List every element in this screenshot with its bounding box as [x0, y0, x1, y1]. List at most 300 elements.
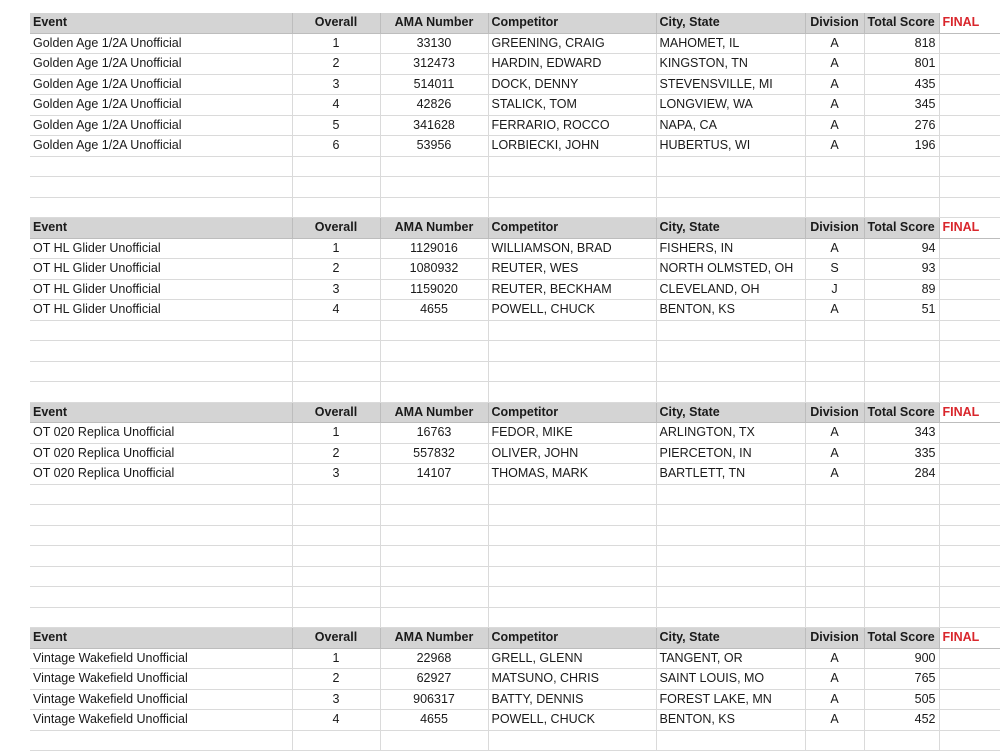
- cell-competitor[interactable]: STALICK, TOM: [488, 95, 656, 116]
- empty-cell[interactable]: [939, 279, 1000, 300]
- cell-city-state[interactable]: SAINT LOUIS, MO: [656, 669, 805, 690]
- header-cell-competitor[interactable]: Competitor: [488, 218, 656, 239]
- cell-total-score[interactable]: 452: [864, 710, 939, 731]
- empty-cell[interactable]: [656, 484, 805, 505]
- cell-ama-number[interactable]: 22968: [380, 648, 488, 669]
- cell-competitor[interactable]: FEDOR, MIKE: [488, 423, 656, 444]
- empty-cell[interactable]: [656, 382, 805, 403]
- cell-overall[interactable]: 4: [292, 710, 380, 731]
- cell-competitor[interactable]: WILLIAMSON, BRAD: [488, 238, 656, 259]
- empty-cell[interactable]: [864, 484, 939, 505]
- cell-total-score[interactable]: 51: [864, 300, 939, 321]
- cell-ama-number[interactable]: 1129016: [380, 238, 488, 259]
- empty-cell[interactable]: [656, 156, 805, 177]
- empty-cell[interactable]: [805, 484, 864, 505]
- header-cell-city-state[interactable]: City, State: [656, 13, 805, 33]
- empty-cell[interactable]: [939, 607, 1000, 628]
- cell-event[interactable]: OT HL Glider Unofficial: [30, 238, 292, 259]
- empty-cell[interactable]: [488, 156, 656, 177]
- empty-cell[interactable]: [939, 136, 1000, 157]
- cell-event[interactable]: Vintage Wakefield Unofficial: [30, 648, 292, 669]
- header-cell-city-state[interactable]: City, State: [656, 628, 805, 649]
- empty-cell[interactable]: [805, 320, 864, 341]
- cell-overall[interactable]: 4: [292, 300, 380, 321]
- cell-ama-number[interactable]: 14107: [380, 464, 488, 485]
- empty-cell[interactable]: [939, 423, 1000, 444]
- empty-cell[interactable]: [30, 546, 292, 567]
- cell-event[interactable]: OT 020 Replica Unofficial: [30, 423, 292, 444]
- cell-ama-number[interactable]: 4655: [380, 300, 488, 321]
- cell-division[interactable]: A: [805, 423, 864, 444]
- empty-cell[interactable]: [656, 197, 805, 218]
- empty-cell[interactable]: [939, 669, 1000, 690]
- empty-cell[interactable]: [488, 587, 656, 608]
- header-cell-city-state[interactable]: City, State: [656, 402, 805, 423]
- empty-cell[interactable]: [488, 566, 656, 587]
- blank-row: [30, 382, 1000, 403]
- empty-cell[interactable]: [380, 525, 488, 546]
- cell-event[interactable]: OT HL Glider Unofficial: [30, 259, 292, 280]
- header-cell-ama-number[interactable]: AMA Number: [380, 628, 488, 649]
- empty-cell[interactable]: [805, 156, 864, 177]
- empty-cell[interactable]: [380, 587, 488, 608]
- cell-competitor[interactable]: THOMAS, MARK: [488, 464, 656, 485]
- cell-division[interactable]: A: [805, 54, 864, 75]
- table-row: [30, 464, 1000, 485]
- empty-cell[interactable]: [805, 505, 864, 526]
- cell-event[interactable]: OT 020 Replica Unofficial: [30, 464, 292, 485]
- empty-cell[interactable]: [939, 197, 1000, 218]
- blank-row: [30, 566, 1000, 587]
- empty-cell[interactable]: [864, 382, 939, 403]
- empty-cell[interactable]: [939, 382, 1000, 403]
- header-cell-overall[interactable]: Overall: [292, 13, 380, 33]
- cell-total-score[interactable]: 276: [864, 115, 939, 136]
- header-cell-competitor[interactable]: Competitor: [488, 402, 656, 423]
- cell-ama-number[interactable]: 341628: [380, 115, 488, 136]
- empty-cell[interactable]: [864, 587, 939, 608]
- cell-city-state[interactable]: TANGENT, OR: [656, 648, 805, 669]
- empty-cell[interactable]: [30, 382, 292, 403]
- cell-total-score[interactable]: 900: [864, 648, 939, 669]
- empty-cell[interactable]: [292, 361, 380, 382]
- cell-competitor[interactable]: POWELL, CHUCK: [488, 710, 656, 731]
- cell-ama-number[interactable]: 4655: [380, 710, 488, 731]
- empty-cell[interactable]: [864, 361, 939, 382]
- cell-division[interactable]: A: [805, 115, 864, 136]
- cell-overall[interactable]: 1: [292, 648, 380, 669]
- cell-overall[interactable]: 4: [292, 95, 380, 116]
- empty-cell[interactable]: [30, 177, 292, 198]
- cell-ama-number[interactable]: 42826: [380, 95, 488, 116]
- empty-cell[interactable]: [864, 197, 939, 218]
- empty-cell[interactable]: [292, 177, 380, 198]
- empty-cell[interactable]: [939, 33, 1000, 54]
- cell-city-state[interactable]: LONGVIEW, WA: [656, 95, 805, 116]
- cell-ama-number[interactable]: 16763: [380, 423, 488, 444]
- cell-city-state[interactable]: HUBERTUS, WI: [656, 136, 805, 157]
- empty-cell[interactable]: [380, 546, 488, 567]
- header-cell-competitor[interactable]: Competitor: [488, 13, 656, 33]
- empty-cell[interactable]: [380, 566, 488, 587]
- header-cell-total-score[interactable]: Total Score: [864, 218, 939, 239]
- header-cell-overall[interactable]: Overall: [292, 628, 380, 649]
- cell-total-score[interactable]: 505: [864, 689, 939, 710]
- empty-cell[interactable]: [939, 115, 1000, 136]
- cell-event[interactable]: Golden Age 1/2A Unofficial: [30, 95, 292, 116]
- header-cell-event[interactable]: Event: [30, 628, 292, 649]
- empty-cell[interactable]: [656, 341, 805, 362]
- empty-cell[interactable]: [30, 566, 292, 587]
- cell-division[interactable]: A: [805, 648, 864, 669]
- cell-competitor[interactable]: DOCK, DENNY: [488, 74, 656, 95]
- cell-ama-number[interactable]: 53956: [380, 136, 488, 157]
- empty-cell[interactable]: [292, 341, 380, 362]
- empty-cell[interactable]: [488, 525, 656, 546]
- cell-event[interactable]: OT HL Glider Unofficial: [30, 300, 292, 321]
- cell-overall[interactable]: 3: [292, 464, 380, 485]
- cell-event[interactable]: Golden Age 1/2A Unofficial: [30, 115, 292, 136]
- empty-cell[interactable]: [292, 546, 380, 567]
- empty-cell[interactable]: [805, 730, 864, 751]
- blank-row: [30, 177, 1000, 198]
- empty-cell[interactable]: [488, 382, 656, 403]
- empty-cell[interactable]: [488, 197, 656, 218]
- empty-cell[interactable]: [656, 525, 805, 546]
- cell-ama-number[interactable]: 1159020: [380, 279, 488, 300]
- cell-competitor[interactable]: REUTER, WES: [488, 259, 656, 280]
- empty-cell[interactable]: [30, 505, 292, 526]
- header-cell-division[interactable]: Division: [805, 628, 864, 649]
- header-cell-total-score[interactable]: Total Score: [864, 628, 939, 649]
- empty-cell[interactable]: [939, 95, 1000, 116]
- table-row: [30, 136, 1000, 157]
- cell-overall[interactable]: 5: [292, 115, 380, 136]
- empty-cell[interactable]: [656, 546, 805, 567]
- header-cell-final[interactable]: FINAL: [939, 402, 1000, 423]
- header-cell-event[interactable]: Event: [30, 13, 292, 33]
- blank-row: [30, 587, 1000, 608]
- empty-cell[interactable]: [30, 730, 292, 751]
- cell-total-score[interactable]: 89: [864, 279, 939, 300]
- cell-division[interactable]: J: [805, 279, 864, 300]
- spreadsheet: [30, 13, 1000, 751]
- empty-cell[interactable]: [488, 546, 656, 567]
- empty-cell[interactable]: [488, 484, 656, 505]
- cell-city-state[interactable]: ARLINGTON, TX: [656, 423, 805, 444]
- empty-cell[interactable]: [292, 484, 380, 505]
- cell-city-state[interactable]: STEVENSVILLE, MI: [656, 74, 805, 95]
- empty-cell[interactable]: [939, 54, 1000, 75]
- cell-competitor[interactable]: MATSUNO, CHRIS: [488, 669, 656, 690]
- cell-ama-number[interactable]: 557832: [380, 443, 488, 464]
- empty-cell[interactable]: [380, 484, 488, 505]
- empty-cell[interactable]: [30, 484, 292, 505]
- empty-cell[interactable]: [939, 177, 1000, 198]
- empty-cell[interactable]: [805, 361, 864, 382]
- cell-competitor[interactable]: POWELL, CHUCK: [488, 300, 656, 321]
- empty-cell[interactable]: [805, 382, 864, 403]
- empty-cell[interactable]: [656, 361, 805, 382]
- empty-cell[interactable]: [380, 156, 488, 177]
- empty-cell[interactable]: [292, 607, 380, 628]
- cell-event[interactable]: Golden Age 1/2A Unofficial: [30, 33, 292, 54]
- cell-ama-number[interactable]: 62927: [380, 669, 488, 690]
- header-cell-event[interactable]: Event: [30, 218, 292, 239]
- cell-total-score[interactable]: 435: [864, 74, 939, 95]
- empty-cell[interactable]: [380, 607, 488, 628]
- empty-cell[interactable]: [939, 710, 1000, 731]
- empty-cell[interactable]: [656, 607, 805, 628]
- cell-total-score[interactable]: 343: [864, 423, 939, 444]
- empty-cell[interactable]: [939, 74, 1000, 95]
- cell-overall[interactable]: 3: [292, 689, 380, 710]
- cell-division[interactable]: S: [805, 259, 864, 280]
- empty-cell[interactable]: [939, 566, 1000, 587]
- header-cell-ama-number[interactable]: AMA Number: [380, 13, 488, 33]
- cell-division[interactable]: A: [805, 238, 864, 259]
- cell-division[interactable]: A: [805, 464, 864, 485]
- cell-total-score[interactable]: 284: [864, 464, 939, 485]
- empty-cell[interactable]: [380, 382, 488, 403]
- empty-cell[interactable]: [380, 197, 488, 218]
- empty-cell[interactable]: [939, 505, 1000, 526]
- empty-cell[interactable]: [292, 505, 380, 526]
- empty-cell[interactable]: [488, 177, 656, 198]
- empty-cell[interactable]: [656, 566, 805, 587]
- header-cell-total-score[interactable]: Total Score: [864, 402, 939, 423]
- empty-cell[interactable]: [292, 197, 380, 218]
- cell-competitor[interactable]: OLIVER, JOHN: [488, 443, 656, 464]
- empty-cell[interactable]: [380, 505, 488, 526]
- cell-ama-number[interactable]: 906317: [380, 689, 488, 710]
- cell-competitor[interactable]: GREENING, CRAIG: [488, 33, 656, 54]
- empty-cell[interactable]: [939, 238, 1000, 259]
- empty-cell[interactable]: [380, 730, 488, 751]
- empty-cell[interactable]: [939, 300, 1000, 321]
- empty-cell[interactable]: [864, 320, 939, 341]
- empty-cell[interactable]: [939, 341, 1000, 362]
- cell-city-state[interactable]: PIERCETON, IN: [656, 443, 805, 464]
- cell-overall[interactable]: 2: [292, 669, 380, 690]
- empty-cell[interactable]: [656, 177, 805, 198]
- empty-cell[interactable]: [805, 341, 864, 362]
- empty-cell[interactable]: [939, 156, 1000, 177]
- empty-cell[interactable]: [939, 443, 1000, 464]
- empty-cell[interactable]: [939, 259, 1000, 280]
- cell-city-state[interactable]: MAHOMET, IL: [656, 33, 805, 54]
- cell-division[interactable]: A: [805, 443, 864, 464]
- cell-total-score[interactable]: 196: [864, 136, 939, 157]
- empty-cell[interactable]: [292, 382, 380, 403]
- header-cell-overall[interactable]: Overall: [292, 218, 380, 239]
- cell-city-state[interactable]: BENTON, KS: [656, 710, 805, 731]
- cell-competitor[interactable]: REUTER, BECKHAM: [488, 279, 656, 300]
- header-cell-division[interactable]: Division: [805, 13, 864, 33]
- cell-overall[interactable]: 1: [292, 33, 380, 54]
- header-cell-final[interactable]: FINAL: [939, 13, 1000, 33]
- table-row: [30, 33, 1000, 54]
- cell-overall[interactable]: 2: [292, 259, 380, 280]
- cell-total-score[interactable]: 93: [864, 259, 939, 280]
- header-cell-division[interactable]: Division: [805, 402, 864, 423]
- empty-cell[interactable]: [380, 341, 488, 362]
- header-cell-final[interactable]: FINAL: [939, 628, 1000, 649]
- empty-cell[interactable]: [292, 587, 380, 608]
- header-cell-overall[interactable]: Overall: [292, 402, 380, 423]
- header-cell-final[interactable]: FINAL: [939, 218, 1000, 239]
- header-row: [30, 13, 1000, 33]
- empty-cell[interactable]: [939, 689, 1000, 710]
- cell-total-score[interactable]: 345: [864, 95, 939, 116]
- empty-cell[interactable]: [488, 361, 656, 382]
- empty-cell[interactable]: [864, 546, 939, 567]
- table-row: [30, 300, 1000, 321]
- empty-cell[interactable]: [488, 320, 656, 341]
- cell-division[interactable]: A: [805, 136, 864, 157]
- cell-competitor[interactable]: GRELL, GLENN: [488, 648, 656, 669]
- cell-city-state[interactable]: NORTH OLMSTED, OH: [656, 259, 805, 280]
- empty-cell[interactable]: [656, 730, 805, 751]
- empty-cell[interactable]: [30, 361, 292, 382]
- cell-total-score[interactable]: 818: [864, 33, 939, 54]
- empty-cell[interactable]: [939, 648, 1000, 669]
- cell-division[interactable]: A: [805, 689, 864, 710]
- empty-cell[interactable]: [805, 197, 864, 218]
- cell-division[interactable]: A: [805, 33, 864, 54]
- empty-cell[interactable]: [30, 320, 292, 341]
- empty-cell[interactable]: [380, 361, 488, 382]
- cell-division[interactable]: A: [805, 95, 864, 116]
- cell-total-score[interactable]: 801: [864, 54, 939, 75]
- empty-cell[interactable]: [805, 177, 864, 198]
- empty-cell[interactable]: [864, 566, 939, 587]
- empty-cell[interactable]: [864, 525, 939, 546]
- cell-ama-number[interactable]: 1080932: [380, 259, 488, 280]
- empty-cell[interactable]: [864, 177, 939, 198]
- cell-event[interactable]: Golden Age 1/2A Unofficial: [30, 136, 292, 157]
- empty-cell[interactable]: [30, 607, 292, 628]
- empty-cell[interactable]: [488, 730, 656, 751]
- cell-city-state[interactable]: KINGSTON, TN: [656, 54, 805, 75]
- empty-cell[interactable]: [864, 607, 939, 628]
- cell-division[interactable]: A: [805, 300, 864, 321]
- empty-cell[interactable]: [30, 587, 292, 608]
- cell-competitor[interactable]: FERRARIO, ROCCO: [488, 115, 656, 136]
- empty-cell[interactable]: [864, 505, 939, 526]
- empty-cell[interactable]: [30, 156, 292, 177]
- cell-overall[interactable]: 2: [292, 443, 380, 464]
- empty-cell[interactable]: [939, 525, 1000, 546]
- empty-cell[interactable]: [292, 525, 380, 546]
- empty-cell[interactable]: [864, 730, 939, 751]
- empty-cell[interactable]: [656, 505, 805, 526]
- header-cell-total-score[interactable]: Total Score: [864, 13, 939, 33]
- empty-cell[interactable]: [380, 320, 488, 341]
- cell-city-state[interactable]: BENTON, KS: [656, 300, 805, 321]
- empty-cell[interactable]: [30, 197, 292, 218]
- results-table: [30, 13, 1000, 751]
- cell-city-state[interactable]: CLEVELAND, OH: [656, 279, 805, 300]
- header-cell-city-state[interactable]: City, State: [656, 218, 805, 239]
- cell-city-state[interactable]: FOREST LAKE, MN: [656, 689, 805, 710]
- cell-event[interactable]: OT HL Glider Unofficial: [30, 279, 292, 300]
- empty-cell[interactable]: [30, 525, 292, 546]
- empty-cell[interactable]: [939, 546, 1000, 567]
- cell-total-score[interactable]: 765: [864, 669, 939, 690]
- empty-cell[interactable]: [292, 730, 380, 751]
- cell-division[interactable]: A: [805, 74, 864, 95]
- cell-total-score[interactable]: 335: [864, 443, 939, 464]
- header-cell-event[interactable]: Event: [30, 402, 292, 423]
- cell-city-state[interactable]: BARTLETT, TN: [656, 464, 805, 485]
- cell-competitor[interactable]: BATTY, DENNIS: [488, 689, 656, 710]
- empty-cell[interactable]: [488, 341, 656, 362]
- empty-cell[interactable]: [939, 587, 1000, 608]
- empty-cell[interactable]: [805, 587, 864, 608]
- empty-cell[interactable]: [30, 341, 292, 362]
- empty-cell[interactable]: [805, 607, 864, 628]
- empty-cell[interactable]: [864, 156, 939, 177]
- header-cell-competitor[interactable]: Competitor: [488, 628, 656, 649]
- empty-cell[interactable]: [864, 341, 939, 362]
- empty-cell[interactable]: [488, 607, 656, 628]
- empty-cell[interactable]: [292, 156, 380, 177]
- cell-competitor[interactable]: LORBIECKI, JOHN: [488, 136, 656, 157]
- empty-cell[interactable]: [939, 730, 1000, 751]
- empty-cell[interactable]: [939, 361, 1000, 382]
- empty-cell[interactable]: [805, 566, 864, 587]
- empty-cell[interactable]: [656, 587, 805, 608]
- cell-ama-number[interactable]: 33130: [380, 33, 488, 54]
- empty-cell[interactable]: [939, 320, 1000, 341]
- cell-event[interactable]: OT 020 Replica Unofficial: [30, 443, 292, 464]
- empty-cell[interactable]: [805, 546, 864, 567]
- empty-cell[interactable]: [292, 320, 380, 341]
- empty-cell[interactable]: [805, 525, 864, 546]
- cell-event[interactable]: Vintage Wakefield Unofficial: [30, 710, 292, 731]
- cell-overall[interactable]: 6: [292, 136, 380, 157]
- cell-city-state[interactable]: FISHERS, IN: [656, 238, 805, 259]
- empty-cell[interactable]: [380, 177, 488, 198]
- header-cell-ama-number[interactable]: AMA Number: [380, 218, 488, 239]
- table-row: [30, 443, 1000, 464]
- cell-division[interactable]: A: [805, 710, 864, 731]
- cell-ama-number[interactable]: 514011: [380, 74, 488, 95]
- empty-cell[interactable]: [656, 320, 805, 341]
- header-cell-division[interactable]: Division: [805, 218, 864, 239]
- cell-ama-number[interactable]: 312473: [380, 54, 488, 75]
- cell-event[interactable]: Vintage Wakefield Unofficial: [30, 669, 292, 690]
- cell-competitor[interactable]: HARDIN, EDWARD: [488, 54, 656, 75]
- empty-cell[interactable]: [292, 566, 380, 587]
- cell-overall[interactable]: 1: [292, 423, 380, 444]
- cell-overall[interactable]: 1: [292, 238, 380, 259]
- cell-overall[interactable]: 3: [292, 74, 380, 95]
- cell-division[interactable]: A: [805, 669, 864, 690]
- empty-cell[interactable]: [939, 484, 1000, 505]
- cell-event[interactable]: Golden Age 1/2A Unofficial: [30, 74, 292, 95]
- header-cell-ama-number[interactable]: AMA Number: [380, 402, 488, 423]
- empty-cell[interactable]: [939, 464, 1000, 485]
- cell-overall[interactable]: 3: [292, 279, 380, 300]
- cell-event[interactable]: Vintage Wakefield Unofficial: [30, 689, 292, 710]
- cell-overall[interactable]: 2: [292, 54, 380, 75]
- cell-event[interactable]: Golden Age 1/2A Unofficial: [30, 54, 292, 75]
- cell-total-score[interactable]: 94: [864, 238, 939, 259]
- cell-city-state[interactable]: NAPA, CA: [656, 115, 805, 136]
- empty-cell[interactable]: [488, 505, 656, 526]
